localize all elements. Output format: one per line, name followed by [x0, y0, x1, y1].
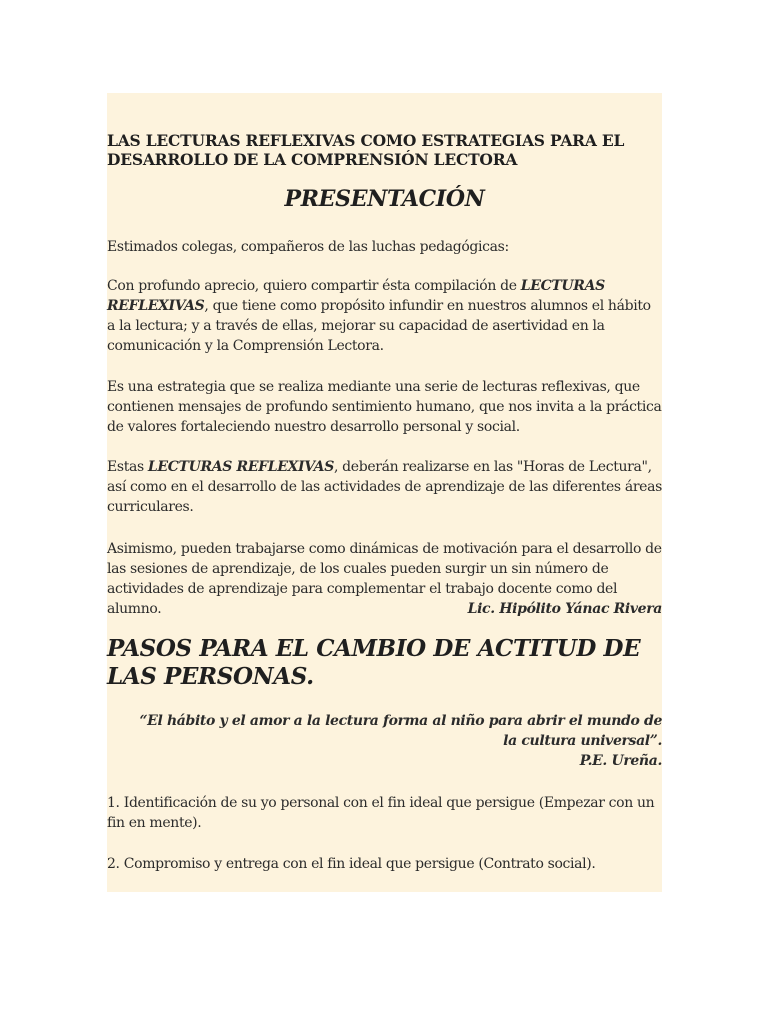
strategy-paragraph: Es una estrategia que se realiza mediante una serie de lecturas reflexivas, que contienen mensajes de profundo sentimiento humano, que nos invita a la práctica de valores fortaleciendo nuestro desarrollo personal y social.	[107, 379, 662, 435]
greeting-paragraph: Estimados colegas, compañeros de las luchas pedagógicas:	[107, 239, 509, 255]
author-signature: Lic. Hipólito Yánac Rivera	[467, 601, 662, 617]
intro-paragraph	[107, 276, 662, 356]
reading-hours-text-end: , deberán realizarse en las "Horas de Lectura", así como en el desarrollo de las actividades de aprendizaje de las diferentes áreas curriculares.	[107, 459, 662, 515]
motivation-paragraph: Asimismo, pueden trabajarse como dinámicas de motivación para el desarrollo de las sesiones de aprendizaje, de los cuales pueden surgir un sin número de actividades de aprendizaje para complementar el trabajo docente como del alumno.	[107, 541, 662, 617]
step-2: 2. Compromiso y entrega con el fin ideal que persigue (Contrato social).	[107, 856, 596, 872]
intro-emphasis: LECTURAS REFLEXIVAS	[107, 278, 605, 314]
quote-line-1: “El hábito y el amor a la lectura forma al niño para abrir el mundo de	[139, 713, 662, 729]
section-heading: PASOS PARA EL CAMBIO DE ACTITUD DE LAS PERSONAS.	[107, 635, 641, 690]
reading-hours-emphasis: LECTURAS REFLEXIVAS	[147, 459, 334, 475]
document-page	[107, 93, 662, 892]
reading-hours-text-start: Estas	[107, 459, 148, 475]
intro-text-start: Con profundo aprecio, quiero compartir ésta compilación de	[107, 278, 521, 294]
quote-block	[107, 711, 662, 771]
document-title: LAS LECTURAS REFLEXIVAS COMO ESTRATEGIAS PARA EL DESARROLLO DE LA COMPRENSIÓN LECTORA	[107, 131, 625, 169]
reading-hours-paragraph	[107, 457, 662, 517]
quote-author: P.E. Ureña.	[579, 753, 662, 769]
step-1: 1. Identificación de su yo personal con el fin ideal que persigue (Empezar con un fin en mente).	[107, 795, 655, 831]
intro-text-end: , que tiene como propósito infundir en nuestros alumnos el hábito a la lectura; y a través de ellas, mejorar su capacidad de asertividad en la comunicación y la Comprensión Lectora.	[107, 298, 651, 354]
presentation-heading: PRESENTACIÓN	[284, 186, 485, 212]
quote-line-2: la cultura universal”.	[503, 733, 662, 749]
